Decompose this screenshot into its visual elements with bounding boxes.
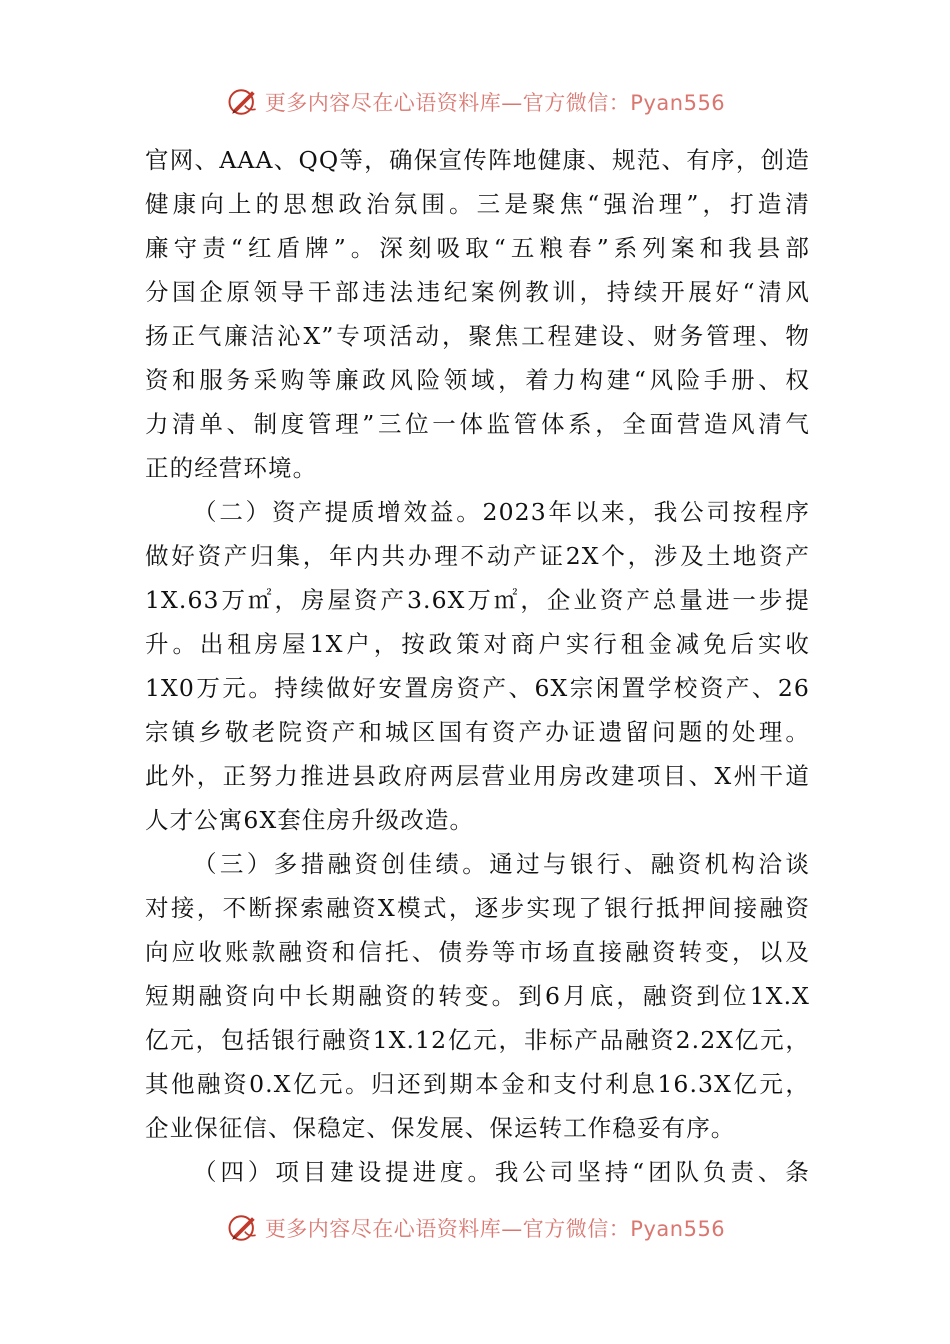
text-line: 健康向上的思想政治氛围。三是聚焦“强治理”，打造清 [145, 190, 810, 218]
text-line: 资和服务采购等廉政风险领域，着力构建“风险手册、权 [145, 366, 810, 394]
text-line: 1X.63万㎡，房屋资产3.6X万㎡，企业资产总量进一步提 [145, 586, 810, 614]
text-line: 力清单、制度管理”三位一体监管体系，全面营造风清气 [145, 410, 810, 438]
text-line: （二）资产提质增效益。2023年以来，我公司按程序 [193, 498, 810, 526]
text-line: 分国企原领导干部违法违纪案例教训，持续开展好“清风 [145, 278, 810, 306]
text-line: 对接，不断探索融资X模式，逐步实现了银行抵押间接融资 [145, 894, 810, 922]
document-body [145, 138, 810, 1194]
watermark-header [0, 82, 950, 122]
text-line: 向应收账款融资和信托、债券等市场直接融资转变，以及 [145, 938, 810, 966]
text-line: 企业保征信、保稳定、保发展、保运转工作稳妥有序。 [145, 1114, 736, 1142]
text-line: 升。出租房屋1X户，按政策对商户实行租金减免后实收 [145, 630, 810, 658]
text-line: 廉守责“红盾牌”。深刻吸取“五粮春”系列案和我县部 [145, 234, 810, 262]
text-line: （三）多措融资创佳绩。通过与银行、融资机构洽谈 [193, 850, 810, 878]
text-line: 官网、AAA、QQ等，确保宣传阵地健康、规范、有序，创造 [145, 146, 810, 174]
pen-logo-icon [225, 84, 261, 120]
watermark-text: 更多内容尽在心语资料库—官方微信：Pyan556 [264, 91, 726, 115]
text-line: 做好资产归集，年内共办理不动产证2X个，涉及土地资产 [145, 542, 810, 570]
text-line: 亿元，包括银行融资1X.12亿元，非标产品融资2.2X亿元， [145, 1026, 810, 1054]
text-line: （四）项目建设提进度。我公司坚持“团队负责、条 [193, 1158, 810, 1186]
text-line: 1X0万元。持续做好安置房资产、6X宗闲置学校资产、26 [145, 674, 810, 702]
text-line: 其他融资0.X亿元。归还到期本金和支付利息16.3X亿元， [145, 1070, 810, 1098]
text-line: 短期融资向中长期融资的转变。到6月底，融资到位1X.X [145, 982, 810, 1010]
text-line: 正的经营环境。 [145, 454, 318, 482]
text-line: 此外，正努力推进县政府两层营业用房改建项目、X州干道 [145, 762, 810, 790]
pen-logo-icon [225, 1210, 261, 1246]
watermark-footer [0, 1208, 950, 1248]
watermark-text: 更多内容尽在心语资料库—官方微信：Pyan556 [264, 1217, 726, 1241]
text-line: 扬正气廉洁沁X”专项活动，聚焦工程建设、财务管理、物 [145, 322, 810, 350]
text-line: 宗镇乡敬老院资产和城区国有资产办证遗留问题的处理。 [145, 718, 810, 746]
text-line: 人才公寓6X套住房升级改造。 [145, 806, 475, 834]
